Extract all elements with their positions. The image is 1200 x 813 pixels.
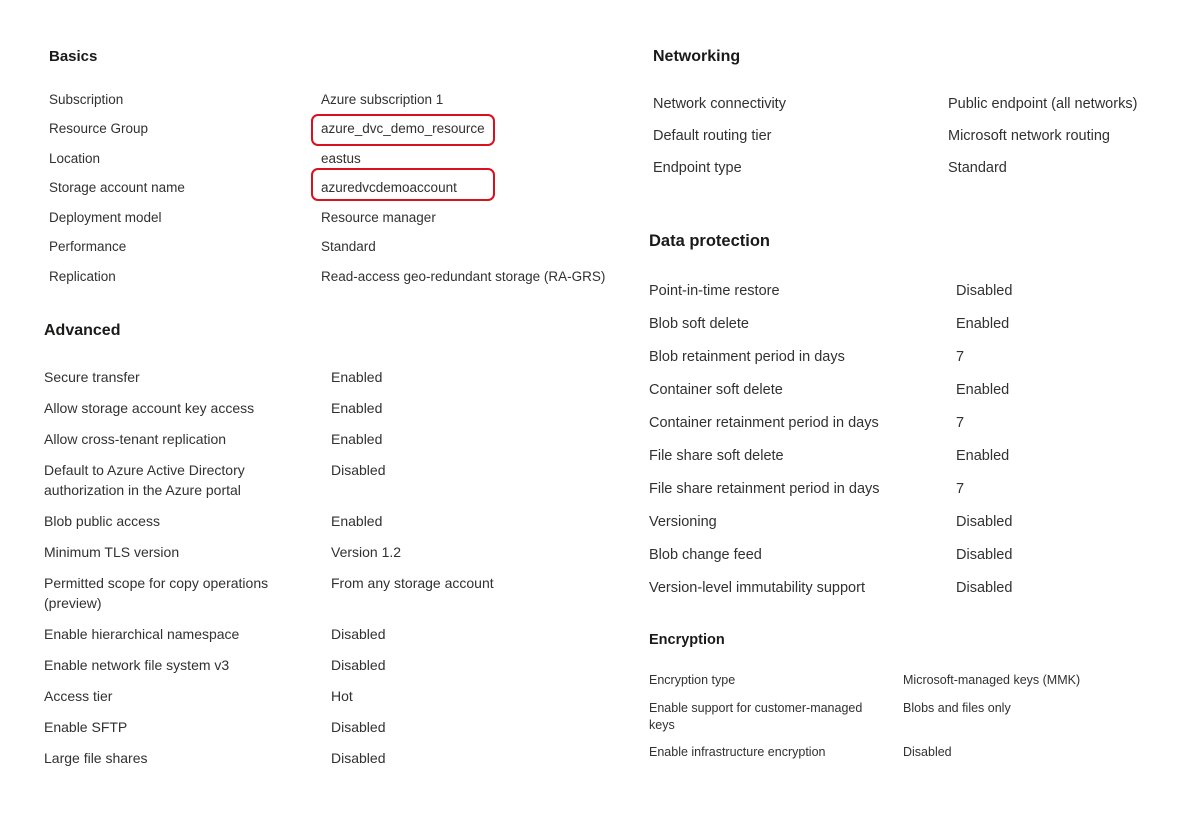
row-label: Storage account name xyxy=(49,180,185,195)
row-value: 7 xyxy=(956,415,965,431)
row-value: Enabled xyxy=(331,431,383,447)
row-value: eastus xyxy=(321,151,361,166)
row-label: Replication xyxy=(49,269,116,284)
row-value: Disabled xyxy=(956,283,1013,299)
row-value: Enabled xyxy=(331,400,383,416)
row-value: Public endpoint (all networks) xyxy=(948,96,1138,112)
row-value: From any storage account xyxy=(331,575,494,591)
row-label: Resource Group xyxy=(49,121,149,136)
row-value: Enabled xyxy=(331,369,383,385)
row-value: Disabled xyxy=(956,547,1013,563)
row-value: 7 xyxy=(956,349,965,365)
row-label: Allow cross-tenant replication xyxy=(44,431,227,447)
row-label: Default to Azure Active Directory xyxy=(44,462,245,478)
row-label: Location xyxy=(49,151,101,166)
row-value: Hot xyxy=(331,688,353,704)
row-value: Azure subscription 1 xyxy=(321,92,444,107)
row-label: Enable infrastructure encryption xyxy=(649,745,826,759)
row-label: Access tier xyxy=(44,688,113,704)
row-label: Large file shares xyxy=(44,750,148,766)
row-label: Container soft delete xyxy=(649,382,783,398)
row-label: Blob retainment period in days xyxy=(649,349,845,365)
row-label: Performance xyxy=(49,239,127,254)
row-value: Read-access geo-redundant storage (RA-GRS) xyxy=(321,269,606,284)
row-label: Deployment model xyxy=(49,210,162,225)
row-value: Resource manager xyxy=(321,210,436,225)
row-value: Disabled xyxy=(331,626,386,642)
row-value: 7 xyxy=(956,481,965,497)
row-label-line2: (preview) xyxy=(44,595,102,611)
row-label: Encryption type xyxy=(649,673,736,687)
row-value: Microsoft network routing xyxy=(948,128,1110,144)
row-label: Blob public access xyxy=(44,513,160,529)
row-label: Minimum TLS version xyxy=(44,544,180,560)
row-value: Disabled xyxy=(331,462,386,478)
row-label: Version-level immutability support xyxy=(649,580,865,596)
row-label: Permitted scope for copy operations xyxy=(44,575,269,591)
row-value: Enabled xyxy=(956,316,1010,332)
row-value: Disabled xyxy=(903,745,952,759)
row-label: Enable network file system v3 xyxy=(44,657,230,673)
row-label: Container retainment period in days xyxy=(649,415,879,431)
row-value: Disabled xyxy=(956,580,1013,596)
row-label: Default routing tier xyxy=(653,128,772,144)
row-value: Standard xyxy=(948,160,1007,176)
row-label: Point-in-time restore xyxy=(649,283,780,299)
row-label: File share soft delete xyxy=(649,448,784,464)
row-label: Enable hierarchical namespace xyxy=(44,626,240,642)
row-label: Blob soft delete xyxy=(649,316,749,332)
row-label: Endpoint type xyxy=(653,160,742,176)
row-label: Blob change feed xyxy=(649,547,762,563)
row-label: Secure transfer xyxy=(44,369,140,385)
advanced-heading: Advanced xyxy=(44,322,121,339)
row-label: Network connectivity xyxy=(653,96,786,112)
row-value: Disabled xyxy=(331,657,386,673)
encryption-heading: Encryption xyxy=(649,632,725,648)
row-value: Microsoft-managed keys (MMK) xyxy=(903,673,1081,687)
row-value: Version 1.2 xyxy=(331,544,402,560)
row-label-line2: keys xyxy=(649,718,675,732)
basics-heading: Basics xyxy=(49,48,98,65)
networking-heading: Networking xyxy=(653,48,741,65)
row-value: Enabled xyxy=(331,513,383,529)
row-value: Disabled xyxy=(956,514,1013,530)
row-value: Standard xyxy=(321,239,376,254)
row-label: Enable SFTP xyxy=(44,719,128,735)
row-value: Disabled xyxy=(331,719,386,735)
row-label: Versioning xyxy=(649,514,717,530)
row-label: Allow storage account key access xyxy=(44,400,255,416)
row-label: Enable support for customer-managed xyxy=(649,701,863,715)
row-value: Disabled xyxy=(331,750,386,766)
row-value: azuredvcdemoaccount xyxy=(321,180,457,195)
row-value: Enabled xyxy=(956,382,1010,398)
row-value: azure_dvc_demo_resource xyxy=(321,121,485,136)
row-value: Enabled xyxy=(956,448,1010,464)
row-label-line2: authorization in the Azure portal xyxy=(44,482,241,498)
row-value: Blobs and files only xyxy=(903,701,1011,715)
data-protection-heading: Data protection xyxy=(649,232,771,250)
row-label: File share retainment period in days xyxy=(649,481,880,497)
row-label: Subscription xyxy=(49,92,124,107)
